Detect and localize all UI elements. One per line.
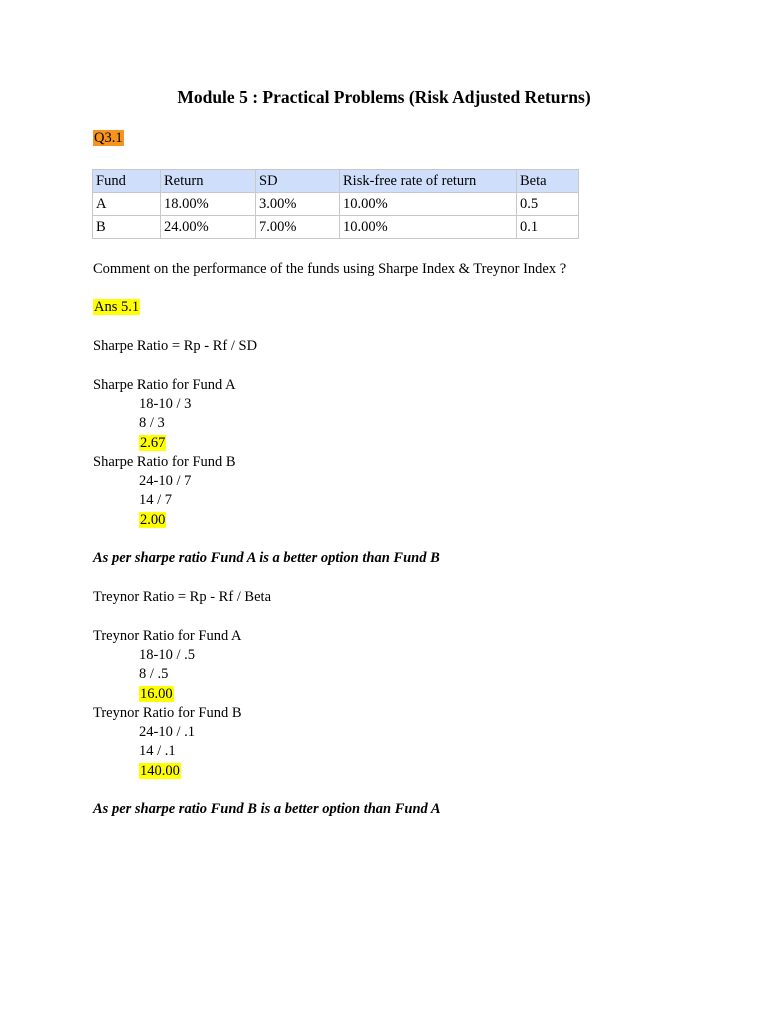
question-label: Q3.1 [94,130,123,146]
sharpe-fund-a-step2: 8 / 3 [139,415,165,431]
treynor-fund-a-result-line [139,685,174,703]
sharpe-fund-a-heading: Sharpe Ratio for Fund A [93,377,236,393]
sharpe-fund-b-result: 2.00 [140,512,166,528]
table-cell: 24.00% [161,216,256,239]
header-sd: SD [256,170,340,193]
treynor-fund-a-heading: Treynor Ratio for Fund A [93,628,242,644]
table-cell: B [93,216,161,239]
table-row [93,193,579,216]
sharpe-fund-a-result: 2.67 [140,435,166,451]
table-header-row [93,170,579,193]
table-row [93,216,579,239]
header-fund: Fund [93,170,161,193]
page-title: Module 5 : Practical Problems (Risk Adjusted Returns) [177,87,591,107]
sharpe-fund-a-step1: 18-10 / 3 [139,396,192,412]
treynor-fund-b-step1: 24-10 / .1 [139,724,195,740]
header-risk-free-rate: Risk-free rate of return [340,170,517,193]
sharpe-fund-b-result-line [139,511,166,529]
table-cell: 10.00% [340,193,517,216]
sharpe-fund-b-step1: 24-10 / 7 [139,473,192,489]
treynor-fund-b-heading: Treynor Ratio for Fund B [93,705,242,721]
question-label-line [93,129,124,147]
sharpe-fund-b-heading: Sharpe Ratio for Fund B [93,454,236,470]
treynor-conclusion: As per sharpe ratio Fund B is a better option than Fund A [93,801,441,817]
table-cell: A [93,193,161,216]
treynor-fund-a-step2: 8 / .5 [139,666,169,682]
treynor-fund-b-result-line [139,762,181,780]
answer-label: Ans 5.1 [94,299,140,315]
table-cell: 18.00% [161,193,256,216]
treynor-fund-b-result: 140.00 [140,763,180,779]
table-cell: 0.1 [517,216,579,239]
table-cell: 7.00% [256,216,340,239]
sharpe-fund-a-result-line [139,434,166,452]
table-cell: 3.00% [256,193,340,216]
table-cell: 0.5 [517,193,579,216]
answer-label-line [93,298,140,316]
treynor-fund-b-step2: 14 / .1 [139,743,176,759]
table-cell: 10.00% [340,216,517,239]
header-beta: Beta [517,170,579,193]
header-return: Return [161,170,256,193]
treynor-fund-a-result: 16.00 [140,686,173,702]
treynor-fund-a-step1: 18-10 / .5 [139,647,195,663]
question-text: Comment on the performance of the funds using Sharpe Index & Treynor Index ? [93,261,567,277]
sharpe-formula: Sharpe Ratio = Rp - Rf / SD [93,338,258,354]
funds-table [92,169,579,239]
treynor-formula: Treynor Ratio = Rp - Rf / Beta [93,589,272,605]
sharpe-fund-b-step2: 14 / 7 [139,492,173,508]
sharpe-conclusion: As per sharpe ratio Fund A is a better option than Fund B [93,550,440,566]
